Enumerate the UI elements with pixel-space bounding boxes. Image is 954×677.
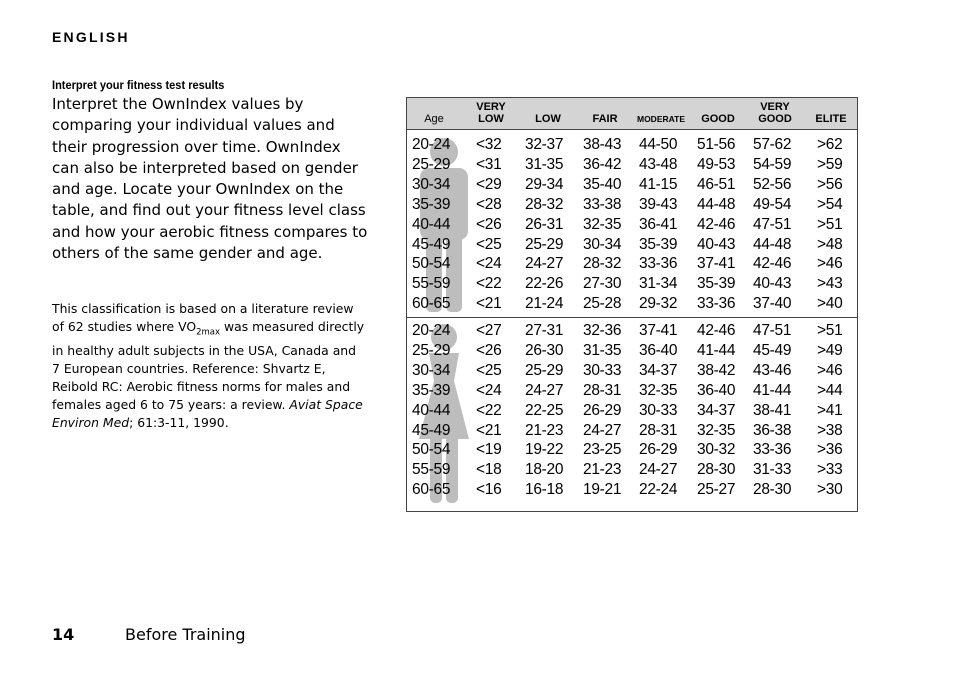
value-cell: >30 xyxy=(817,481,843,499)
value-cell: 26-29 xyxy=(639,441,678,459)
value-cell: 24-27 xyxy=(583,421,622,439)
table-row xyxy=(407,362,857,382)
journal-name: Aviat Space Environ Med xyxy=(52,396,363,431)
column-header-line1: VERY xyxy=(760,101,790,113)
value-cell: <24 xyxy=(476,381,502,399)
age-cell: 60-65 xyxy=(412,295,451,313)
column-header-line2: FAIR xyxy=(592,113,618,125)
value-cell: 31-33 xyxy=(753,461,792,479)
value-cell: 42-46 xyxy=(753,255,792,273)
value-cell: 35-40 xyxy=(583,175,622,193)
fitness-classification-table xyxy=(406,97,858,512)
value-cell: 36-40 xyxy=(697,381,736,399)
column-header-line2: LOW xyxy=(535,113,561,125)
column-header xyxy=(758,98,792,128)
value-cell: >51 xyxy=(817,215,843,233)
value-cell: 31-35 xyxy=(525,155,564,173)
value-cell: <28 xyxy=(476,195,502,213)
value-cell: 25-27 xyxy=(697,481,736,499)
value-cell: >43 xyxy=(817,275,843,293)
value-cell: >49 xyxy=(817,341,843,359)
table-row xyxy=(407,255,857,275)
value-cell: <31 xyxy=(476,155,502,173)
value-cell: <26 xyxy=(476,215,502,233)
value-cell: >33 xyxy=(817,461,843,479)
value-cell: <26 xyxy=(476,341,502,359)
value-cell: <25 xyxy=(476,361,502,379)
column-header xyxy=(535,98,561,128)
value-cell: 33-36 xyxy=(639,255,678,273)
value-cell: <19 xyxy=(476,441,502,459)
value-cell: 19-22 xyxy=(525,441,564,459)
gender-divider xyxy=(407,317,857,318)
value-cell: <22 xyxy=(476,275,502,293)
intro-paragraph: Interpret the OwnIndex values by comparing your individual values and their progression over time. OwnIndex can also be interpreted based on gender and age. Locate your OwnIndex on the table, and find out your fitness level class and how your aerobic fitness compares to others of the same gender and age. xyxy=(52,95,368,263)
age-cell: 45-49 xyxy=(412,421,451,439)
value-cell: 49-54 xyxy=(753,195,792,213)
column-header-line2: GOOD xyxy=(758,113,792,125)
value-cell: 35-39 xyxy=(639,235,678,253)
note-text-1: This classification is based on a literature review of 62 studies where VO xyxy=(52,301,354,335)
value-cell: 32-35 xyxy=(583,215,622,233)
page-number: 14 xyxy=(52,625,75,644)
value-cell: 19-21 xyxy=(583,481,622,499)
value-cell: 38-41 xyxy=(753,401,792,419)
value-cell: <21 xyxy=(476,421,502,439)
value-cell: 42-46 xyxy=(697,322,736,339)
table-row xyxy=(407,481,857,501)
value-cell: <18 xyxy=(476,461,502,479)
table-row xyxy=(407,136,857,156)
value-cell: 26-29 xyxy=(583,401,622,419)
value-cell: 38-42 xyxy=(697,361,736,379)
value-cell: >36 xyxy=(817,441,843,459)
value-cell: 21-24 xyxy=(525,295,564,313)
age-cell: 55-59 xyxy=(412,461,451,479)
column-header xyxy=(701,98,735,128)
value-cell: 44-50 xyxy=(639,136,678,153)
value-cell: 41-15 xyxy=(639,175,678,193)
age-cell: 55-59 xyxy=(412,275,451,293)
value-cell: 47-51 xyxy=(753,322,792,339)
value-cell: 18-20 xyxy=(525,461,564,479)
age-cell: 30-34 xyxy=(412,361,451,379)
vo2max-subscript: 2max xyxy=(196,327,221,338)
table-row xyxy=(407,275,857,295)
value-cell: 35-39 xyxy=(697,275,736,293)
value-cell: <27 xyxy=(476,322,502,339)
value-cell: 46-51 xyxy=(697,175,736,193)
value-cell: 44-48 xyxy=(753,235,792,253)
column-header-line1: VERY xyxy=(476,101,506,113)
value-cell: 31-35 xyxy=(583,341,622,359)
age-cell: 50-54 xyxy=(412,441,451,459)
column-header xyxy=(424,98,444,128)
table-row xyxy=(407,441,857,461)
footer-section-title: Before Training xyxy=(125,625,246,644)
value-cell: 52-56 xyxy=(753,175,792,193)
value-cell: >56 xyxy=(817,175,843,193)
value-cell: 32-35 xyxy=(639,381,678,399)
value-cell: 26-31 xyxy=(525,215,564,233)
column-header-line2: Age xyxy=(424,113,444,125)
age-cell: 20-24 xyxy=(412,136,451,153)
value-cell: 32-37 xyxy=(525,136,564,153)
value-cell: 34-37 xyxy=(639,361,678,379)
value-cell: 33-36 xyxy=(753,441,792,459)
value-cell: 37-41 xyxy=(697,255,736,273)
value-cell: >46 xyxy=(817,361,843,379)
value-cell: >38 xyxy=(817,421,843,439)
value-cell: >54 xyxy=(817,195,843,213)
value-cell: 33-38 xyxy=(583,195,622,213)
value-cell: 37-41 xyxy=(639,322,678,339)
value-cell: <32 xyxy=(476,136,502,153)
note-text-2: was measured directly in healthy adult subjects in the USA, Canada and 7 European countries. Reference: Shvartz E, Reibold RC: Aerobic fitness norms for males and females aged 6 to 75 years: a review. xyxy=(52,319,365,412)
value-cell: 38-43 xyxy=(583,136,622,153)
value-cell: 45-49 xyxy=(753,341,792,359)
table-row xyxy=(407,196,857,216)
value-cell: 32-35 xyxy=(697,421,736,439)
table-header xyxy=(407,98,857,130)
value-cell: >51 xyxy=(817,322,843,339)
section-heading: Interpret your fitness test results xyxy=(52,78,225,92)
value-cell: 24-27 xyxy=(525,381,564,399)
value-cell: <24 xyxy=(476,255,502,273)
age-cell: 50-54 xyxy=(412,255,451,273)
value-cell: 22-24 xyxy=(639,481,678,499)
age-cell: 25-29 xyxy=(412,341,451,359)
value-cell: >46 xyxy=(817,255,843,273)
value-cell: 43-46 xyxy=(753,361,792,379)
value-cell: >44 xyxy=(817,381,843,399)
value-cell: 24-27 xyxy=(639,461,678,479)
value-cell: <21 xyxy=(476,295,502,313)
value-cell: 40-43 xyxy=(753,275,792,293)
value-cell: 22-26 xyxy=(525,275,564,293)
column-header xyxy=(815,98,846,128)
value-cell: 36-40 xyxy=(639,341,678,359)
note-text-3: ; 61:3-11, 1990. xyxy=(129,415,229,431)
value-cell: 47-51 xyxy=(753,215,792,233)
value-cell: 57-62 xyxy=(753,136,792,153)
value-cell: 36-42 xyxy=(583,155,622,173)
age-cell: 40-44 xyxy=(412,401,451,419)
value-cell: 16-18 xyxy=(525,481,564,499)
value-cell: >40 xyxy=(817,295,843,313)
column-header-line2: LOW xyxy=(478,113,504,125)
age-cell: 40-44 xyxy=(412,215,451,233)
value-cell: 28-32 xyxy=(583,255,622,273)
value-cell: 42-46 xyxy=(697,215,736,233)
reference-note xyxy=(52,300,367,432)
column-header-line2: MODERATE xyxy=(636,114,686,124)
table-row xyxy=(407,382,857,402)
value-cell: 28-31 xyxy=(639,421,678,439)
table-row xyxy=(407,322,857,342)
value-cell: 28-30 xyxy=(697,461,736,479)
value-cell: 24-27 xyxy=(525,255,564,273)
table-row xyxy=(407,461,857,481)
value-cell: 27-31 xyxy=(525,322,564,339)
value-cell: 22-25 xyxy=(525,401,564,419)
table-row xyxy=(407,176,857,196)
value-cell: 29-32 xyxy=(639,295,678,313)
value-cell: 28-31 xyxy=(583,381,622,399)
column-header-line1 xyxy=(637,102,685,114)
age-cell: 20-24 xyxy=(412,322,451,339)
column-header xyxy=(592,98,617,128)
value-cell: 25-28 xyxy=(583,295,622,313)
table-row xyxy=(407,216,857,236)
value-cell: 39-43 xyxy=(639,195,678,213)
column-header xyxy=(637,98,685,128)
value-cell: 54-59 xyxy=(753,155,792,173)
value-cell: 41-44 xyxy=(753,381,792,399)
value-cell: <25 xyxy=(476,235,502,253)
column-header xyxy=(476,98,506,128)
value-cell: 30-33 xyxy=(583,361,622,379)
value-cell: >48 xyxy=(817,235,843,253)
value-cell: 27-30 xyxy=(583,275,622,293)
table-row xyxy=(407,295,857,315)
value-cell: <16 xyxy=(476,481,502,499)
value-cell: 30-33 xyxy=(639,401,678,419)
table-row xyxy=(407,422,857,442)
value-cell: 49-53 xyxy=(697,155,736,173)
value-cell: 21-23 xyxy=(583,461,622,479)
value-cell: 37-40 xyxy=(753,295,792,313)
value-cell: 41-44 xyxy=(697,341,736,359)
value-cell: 36-41 xyxy=(639,215,678,233)
value-cell: <29 xyxy=(476,175,502,193)
table-row xyxy=(407,402,857,422)
age-cell: 60-65 xyxy=(412,481,451,499)
table-row xyxy=(407,156,857,176)
value-cell: 31-34 xyxy=(639,275,678,293)
value-cell: 51-56 xyxy=(697,136,736,153)
value-cell: 36-38 xyxy=(753,421,792,439)
value-cell: 44-48 xyxy=(697,195,736,213)
value-cell: 34-37 xyxy=(697,401,736,419)
value-cell: 40-43 xyxy=(697,235,736,253)
table-row xyxy=(407,236,857,256)
value-cell: 33-36 xyxy=(697,295,736,313)
value-cell: 32-36 xyxy=(583,322,622,339)
value-cell: >62 xyxy=(817,136,843,153)
column-header-line2: ELITE xyxy=(815,113,847,125)
value-cell: 28-30 xyxy=(753,481,792,499)
age-cell: 45-49 xyxy=(412,235,451,253)
value-cell: 43-48 xyxy=(639,155,678,173)
value-cell: 25-29 xyxy=(525,235,564,253)
value-cell: 25-29 xyxy=(525,361,564,379)
value-cell: 21-23 xyxy=(525,421,564,439)
language-label: ENGLISH xyxy=(52,29,130,45)
value-cell: 26-30 xyxy=(525,341,564,359)
age-cell: 25-29 xyxy=(412,155,451,173)
value-cell: >59 xyxy=(817,155,843,173)
value-cell: 23-25 xyxy=(583,441,622,459)
value-cell: 29-34 xyxy=(525,175,564,193)
table-row xyxy=(407,342,857,362)
age-cell: 35-39 xyxy=(412,195,451,213)
value-cell: >41 xyxy=(817,401,843,419)
value-cell: 30-32 xyxy=(697,441,736,459)
age-cell: 30-34 xyxy=(412,175,451,193)
age-cell: 35-39 xyxy=(412,381,451,399)
value-cell: 30-34 xyxy=(583,235,622,253)
value-cell: <22 xyxy=(476,401,502,419)
value-cell: 28-32 xyxy=(525,195,564,213)
column-header-line2: GOOD xyxy=(701,113,735,125)
